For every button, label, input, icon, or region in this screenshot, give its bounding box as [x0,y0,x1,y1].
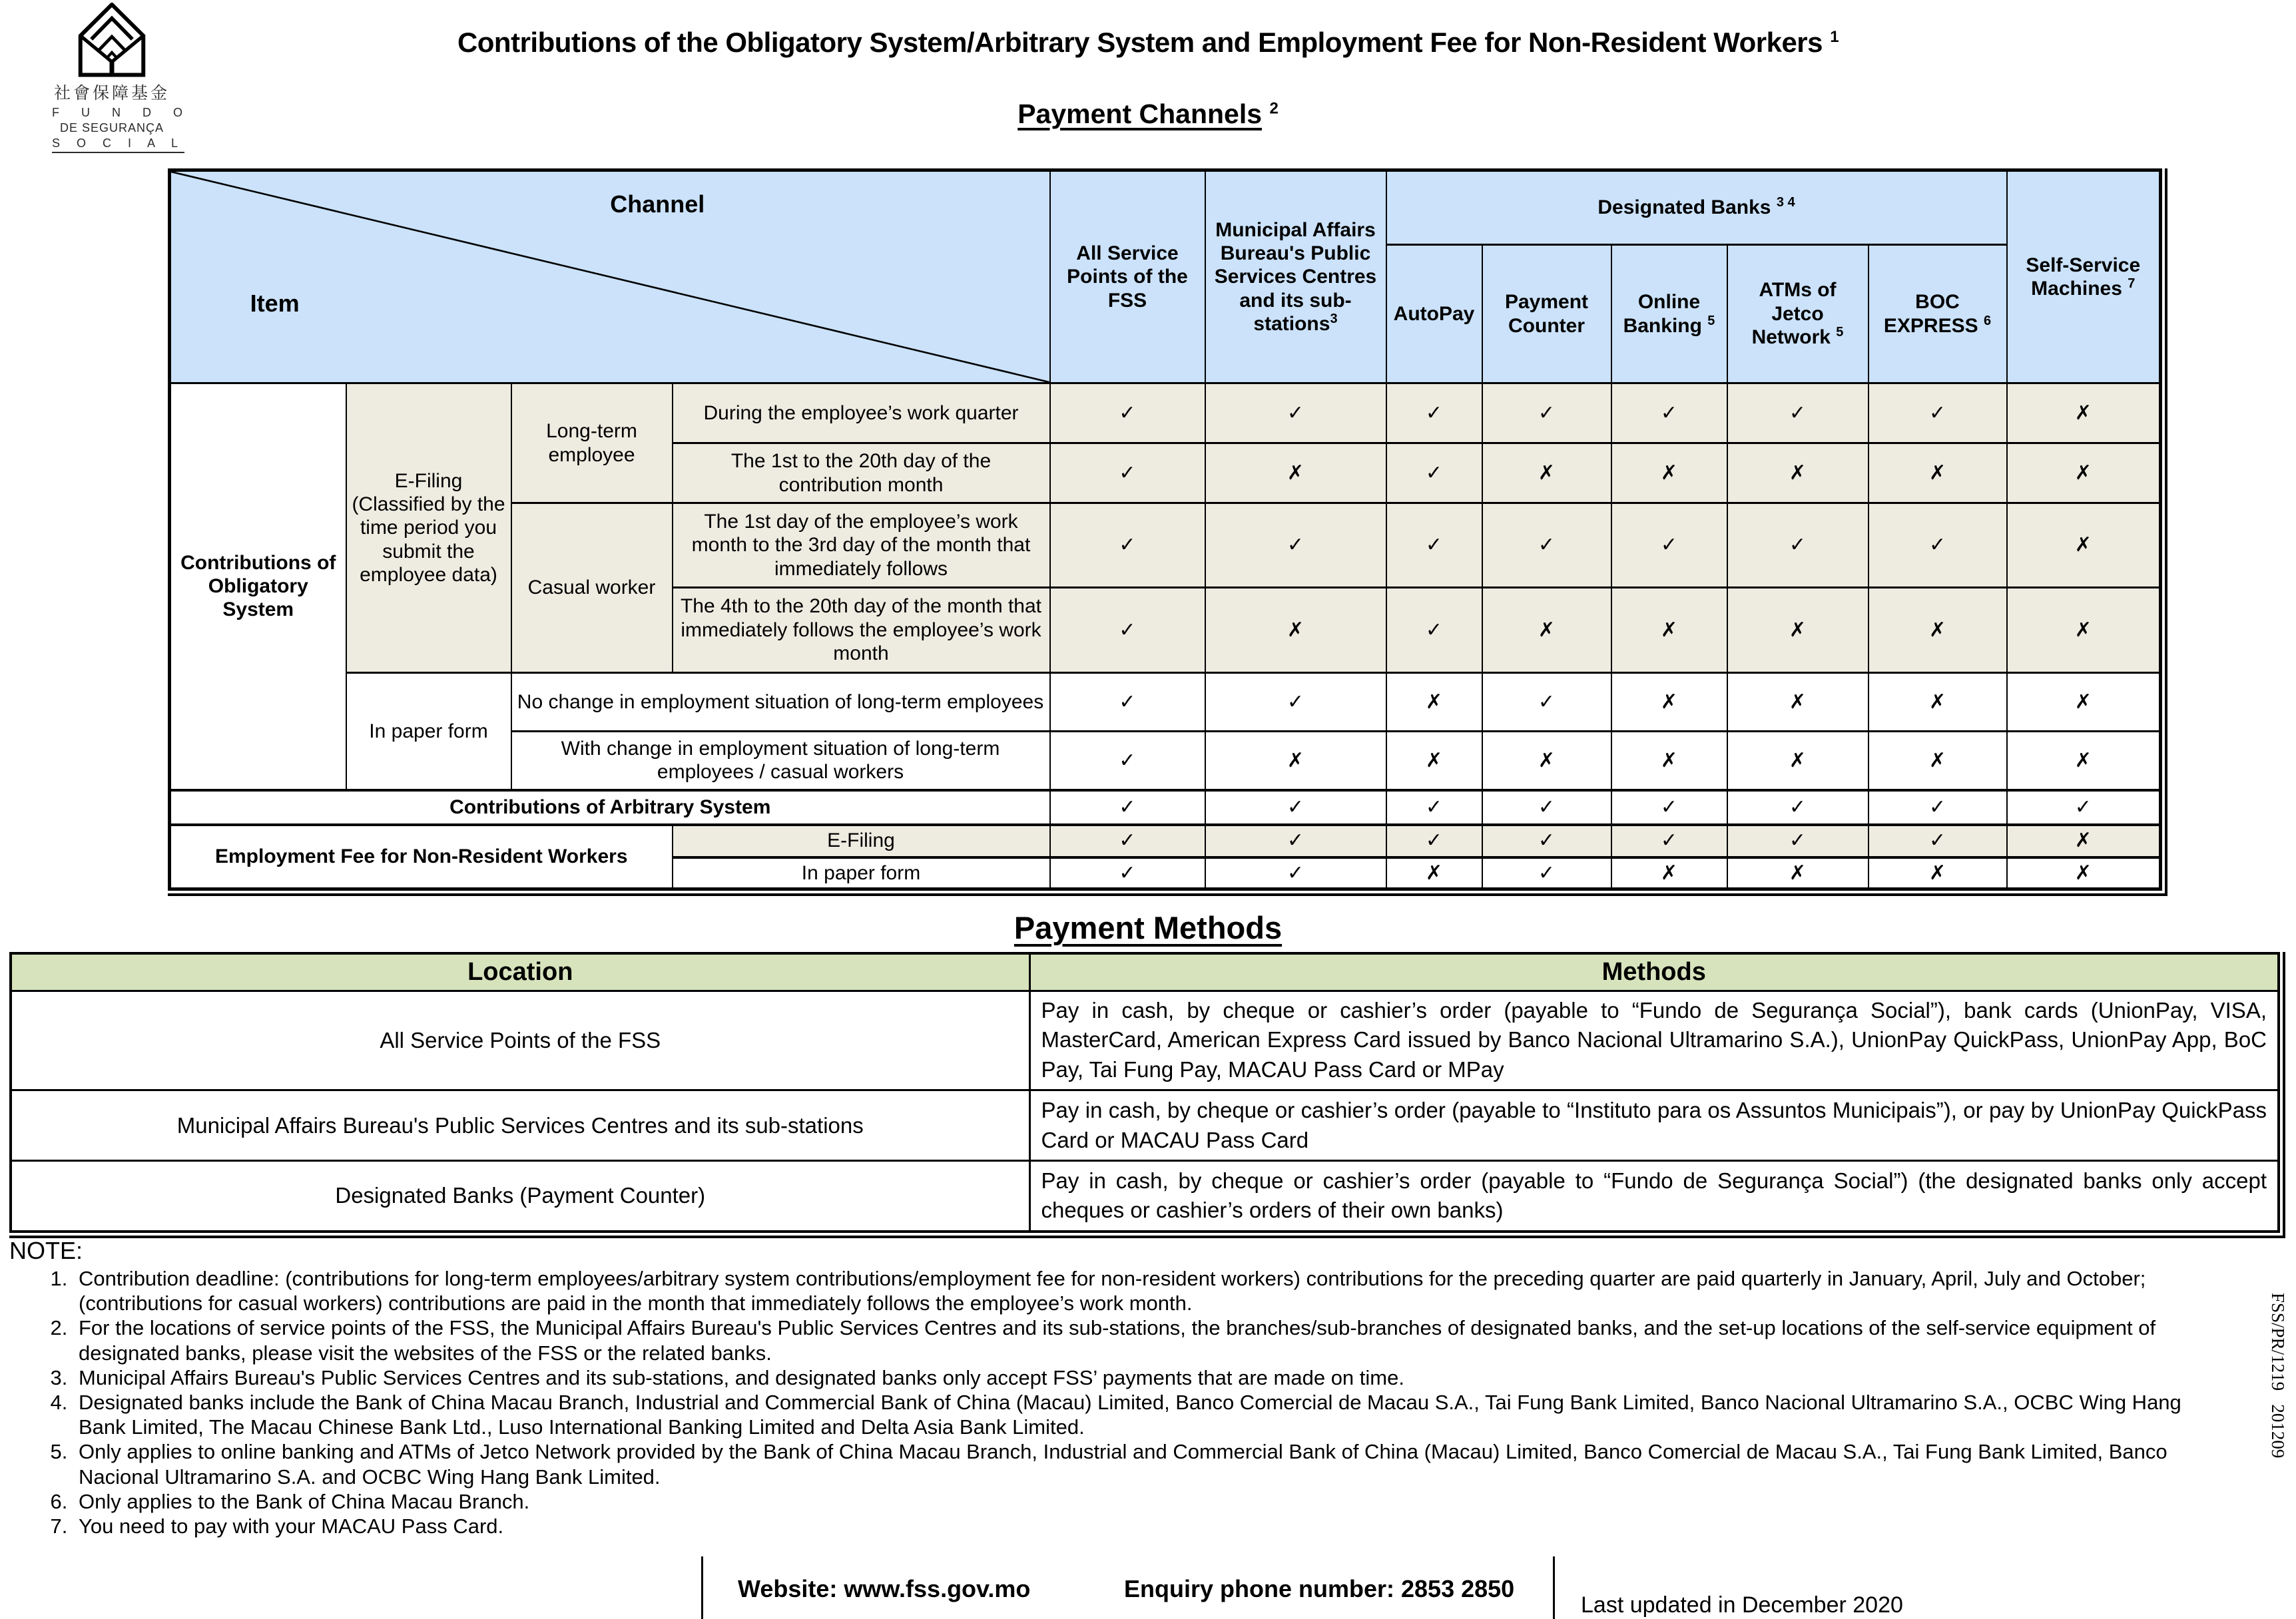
mark-cell: ✗ [2007,443,2161,503]
row-label-arbitrary-system: Contributions of Arbitrary System [170,790,1050,825]
mark-cell: ✓ [1611,503,1727,588]
payment-channels-heading: Payment Channels $^2$ [1017,99,1279,129]
mark-cell: ✗ [1611,673,1727,732]
note-item: 6. Only applies to the Bank of China Macau Branch. [73,1489,2221,1514]
row-label-efiling: E-Filing [673,825,1050,857]
document-reference-code: FSS/PR/1219 201209 [2268,1293,2288,1459]
mark-cell: ✓ [1050,790,1205,825]
mark-cell: ✓ [1205,857,1386,889]
mark-cell: ✗ [2007,857,2161,889]
row-label-obligatory-system: Contributions of Obligatory System [170,383,346,790]
row-desc: No change in employment situation of long-term employees [511,673,1050,732]
methods-method-cell: Pay in cash, by cheque or cashier’s order (payable to “Instituto para os Assuntos Municipais”), or pay by UnionPay QuickPass Card or MACAU Pass Card [1029,1090,2279,1161]
notes-list [9,1266,2221,1538]
logo-social-text: S O C I A L [52,136,184,153]
mark-cell: ✗ [1868,857,2007,889]
mark-cell: ✓ [1482,673,1611,732]
mark-cell: ✗ [2007,588,2161,673]
mark-cell: ✓ [1868,790,2007,825]
row-desc: The 1st day of the employee’s work month to the 3rd day of the month that immediately follows [673,503,1050,588]
mark-cell: ✗ [2007,383,2161,443]
mark-cell: ✗ [1727,443,1868,503]
mark-cell: ✗ [1727,588,1868,673]
mark-cell: ✓ [1050,857,1205,889]
payment-channels-table [168,168,2162,891]
col-header-self-service-machines: Self-Service Machines $^7$ [2007,170,2161,383]
mark-cell: ✓ [1482,857,1611,889]
methods-location-cell: Municipal Affairs Bureau's Public Services Centres and its sub-stations [11,1090,1029,1161]
note-item: 1. Contribution deadline: (contributions for long-term employees/arbitrary system contributions/employment fee for non-resident workers) contributions for the preceding quarter are paid quarterly in January, April, July and October; (contributions for casual workers) contributions are paid in the month that immediately follows the employee’s work month. [73,1266,2221,1315]
mark-cell: ✓ [1050,825,1205,857]
col-header-atms-jetco: ATMs of Jetco Network $^5$ [1727,245,1868,383]
logo-fundo-text: F U N D O [52,106,192,119]
mark-cell: ✗ [1727,732,1868,790]
methods-col-header-methods: Methods [1029,953,2279,991]
col-header-online-banking: Online Banking $^5$ [1611,245,1727,383]
mark-cell: ✓ [1868,503,2007,588]
mark-cell: ✗ [1482,588,1611,673]
mark-cell: ✗ [1205,443,1386,503]
payment-methods-table-wrap [9,952,2285,1238]
mark-cell: ✗ [2007,503,2161,588]
footer-enquiry-phone: Enquiry phone number: 2853 2850 [1124,1575,1515,1602]
col-header-designated-banks: Designated Banks $^{3 4}$ [1386,170,2007,245]
mark-cell: ✗ [2007,732,2161,790]
mark-cell: ✓ [1050,673,1205,732]
mark-cell: ✗ [1386,857,1482,889]
row-label-casual-worker: Casual worker [511,503,673,673]
footer-divider-left [701,1556,703,1619]
mark-cell: ✓ [1386,790,1482,825]
mark-cell: ✗ [2007,673,2161,732]
row-desc: During the employee’s work quarter [673,383,1050,443]
mark-cell: ✓ [1050,503,1205,588]
note-item: 3. Municipal Affairs Bureau's Public Services Centres and its sub-stations, and designated banks only accept FSS’ payments that are made on time. [73,1365,2221,1390]
mark-cell: ✓ [1482,503,1611,588]
mark-cell: ✓ [1386,443,1482,503]
mark-cell: ✓ [1611,825,1727,857]
item-channel-corner-cell [170,170,1050,383]
col-header-boc-express: BOC EXPRESS $^6$ [1868,245,2007,383]
row-desc: With change in employment situation of long-term employees / casual workers [511,732,1050,790]
row-desc: The 1st to the 20th day of the contribution month [673,443,1050,503]
mark-cell: ✓ [1611,790,1727,825]
mark-cell: ✓ [1205,673,1386,732]
mark-cell: ✓ [1482,790,1611,825]
row-label-efiling-group: E-Filing (Classified by the time period you submit the employee data) [346,383,511,673]
row-desc: The 4th to the 20th day of the month that immediately follows the employee’s work month [673,588,1050,673]
mark-cell: ✓ [1205,383,1386,443]
methods-method-cell: Pay in cash, by cheque or cashier’s order (payable to “Fundo de Segurança Social”) (the designated banks only accept cheques or cashier’s orders of their own banks) [1029,1161,2279,1232]
footer-last-updated: Last updated in December 2020 [1581,1592,1903,1618]
mark-cell: ✗ [1611,857,1727,889]
mark-cell: ✓ [1727,383,1868,443]
mark-cell: ✓ [1868,383,2007,443]
note-item: 5. Only applies to online banking and ATMs of Jetco Network provided by the Bank of China Macau Branch, Industrial and Commercial Bank of China (Macau) Limited, Banco Comercial de Macau S.A., Tai Fung Bank Limited, Banco Nacional Ultramarino S.A. and OCBC Wing Hang Bank Limited. [73,1439,2221,1489]
methods-col-header-location: Location [11,953,1029,991]
mark-cell: ✗ [1868,588,2007,673]
row-label-longterm-employee: Long-term employee [511,383,673,503]
row-label-employment-fee: Employment Fee for Non-Resident Workers [170,825,673,889]
mark-cell: ✓ [1050,732,1205,790]
mark-cell: ✓ [1050,443,1205,503]
mark-cell: ✓ [1386,383,1482,443]
mark-cell: ✓ [1611,383,1727,443]
mark-cell: ✗ [1611,732,1727,790]
mark-cell: ✗ [1727,857,1868,889]
mark-cell: ✓ [1386,825,1482,857]
notes-section [9,1237,2221,1538]
mark-cell: ✗ [1482,732,1611,790]
mark-cell: ✗ [1868,673,2007,732]
payment-methods-table [9,952,2280,1233]
mark-cell: ✗ [1868,443,2007,503]
page-title: Contributions of the Obligatory System/Arbitrary System and Employment Fee for Non-Resident Workers $^1$ [457,27,1839,58]
mark-cell: ✓ [1727,790,1868,825]
mark-cell: ✓ [1050,588,1205,673]
mark-cell: ✓ [1386,503,1482,588]
col-header-payment-counter: Payment Counter [1482,245,1611,383]
mark-cell: ✗ [1727,673,1868,732]
mark-cell: ✗ [2007,825,2161,857]
mark-cell: ✗ [1482,443,1611,503]
mark-cell: ✗ [1205,588,1386,673]
note-item: 4. Designated banks include the Bank of China Macau Branch, Industrial and Commercial Bank of China (Macau) Limited, Banco Comercial de Macau S.A., Tai Fung Bank Limited, Banco Nacional Ultramarino S.A., OCBC Wing Hang Bank Limited, The Macau Chinese Bank Ltd., Luso International Banking Limited and Delta Asia Bank Limited. [73,1390,2221,1439]
logo-seguranca-text: DE SEGURANÇA [59,121,164,134]
mark-cell: ✓ [1868,825,2007,857]
mark-cell: ✗ [1386,673,1482,732]
methods-method-cell: Pay in cash, by cheque or cashier’s order (payable to “Fundo de Segurança Social”), bank cards (UnionPay, VISA, MasterCard, American Express Card issued by Banco Nacional Ultramarino S.A.), UnionPay QuickPass, UnionPay App, BoC Pay, Tai Fung Pay, MACAU Pass Card or MPay [1029,991,2279,1090]
payment-channels-table-wrap [168,168,2167,896]
mark-cell: ✗ [1205,732,1386,790]
col-header-autopay: AutoPay [1386,245,1482,383]
fss-logo [52,3,192,153]
footer-divider-right [1553,1556,1555,1619]
item-label: Item [250,289,300,317]
mark-cell: ✓ [1727,825,1868,857]
channel-label: Channel [610,190,705,218]
note-item: 7. You need to pay with your MACAU Pass Card. [73,1514,2221,1538]
methods-location-cell: Designated Banks (Payment Counter) [11,1161,1029,1232]
mark-cell: ✓ [1386,588,1482,673]
mark-cell: ✗ [1611,443,1727,503]
col-header-fss-service-points: All Service Points of the FSS [1050,170,1205,383]
footer-website: Website: www.fss.gov.mo [738,1575,1031,1602]
methods-location-cell: All Service Points of the FSS [11,991,1029,1090]
mark-cell: ✓ [1205,503,1386,588]
mark-cell: ✓ [1205,825,1386,857]
mark-cell: ✓ [2007,790,2161,825]
mark-cell: ✓ [1727,503,1868,588]
payment-methods-heading: Payment Methods [1013,910,1283,945]
logo-cjk-text: 社會保障基金 [53,84,170,103]
mark-cell: ✗ [1386,732,1482,790]
row-label-paper-form-group: In paper form [346,673,511,790]
row-label-paper-form: In paper form [673,857,1050,889]
mark-cell: ✗ [1611,588,1727,673]
mark-cell: ✓ [1482,383,1611,443]
note-item: 2. For the locations of service points of the FSS, the Municipal Affairs Bureau's Public Services Centres and its sub-stations, the branches/sub-branches of designated banks, and the set-up locations of the self-service equipment of designated banks, please visit the websites of the FSS or the related banks. [73,1315,2221,1365]
mark-cell: ✓ [1482,825,1611,857]
mark-cell: ✓ [1205,790,1386,825]
col-header-municipal-affairs: Municipal Affairs Bureau's Public Services Centres and its sub-stations$^3$ [1205,170,1386,383]
notes-label: NOTE: [9,1237,83,1264]
mark-cell: ✓ [1050,383,1205,443]
mark-cell: ✗ [1868,732,2007,790]
